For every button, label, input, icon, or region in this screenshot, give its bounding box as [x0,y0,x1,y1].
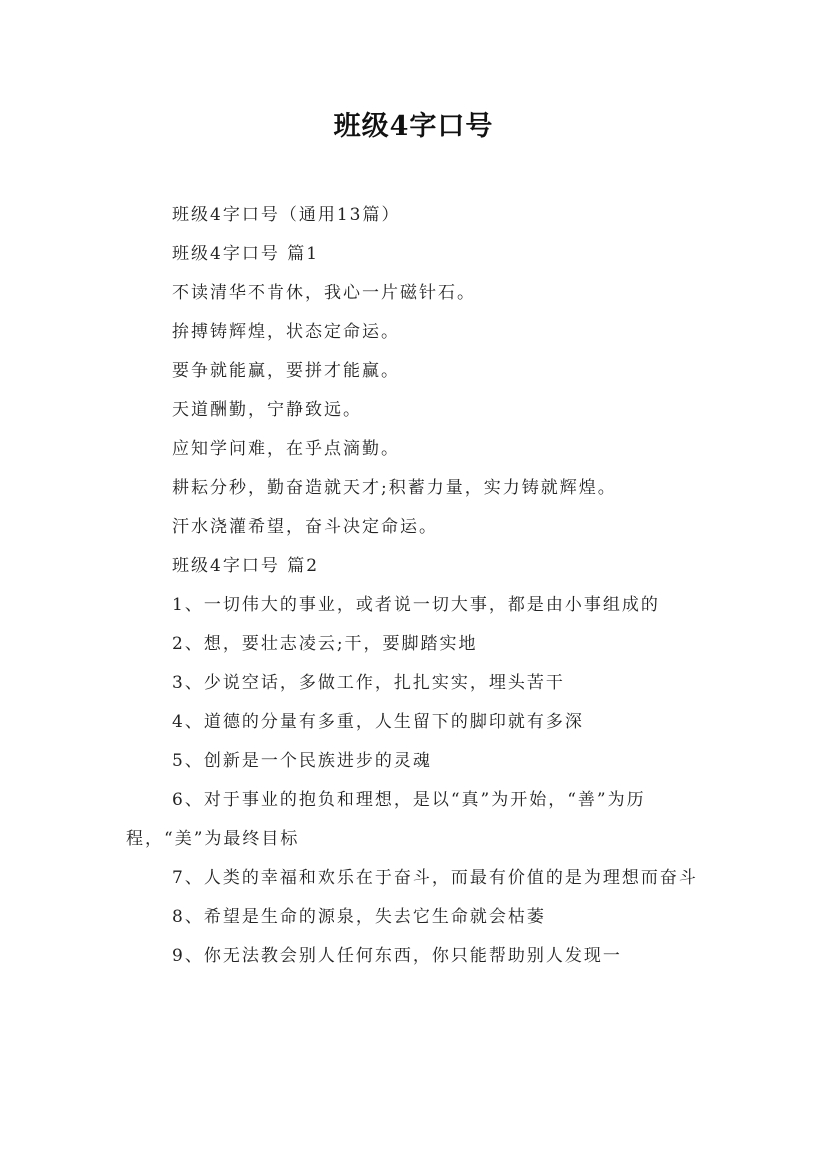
slogan-line: 拚搏铸辉煌，状态定命运。 [172,322,400,342]
numbered-slogan: 6、对于事业的抱负和理想，是以“真”为开始，“善”为历程，“美”为最终目标 [126,790,646,849]
document-body [126,196,716,976]
slogan-line: 耕耘分秒，勤奋造就天才;积蓄力量，实力铸就辉煌。 [172,478,617,498]
numbered-slogan: 1、一切伟大的事业，或者说一切大事，都是由小事组成的 [172,595,660,615]
slogan-line: 应知学问难，在乎点滴勤。 [172,439,400,459]
paragraph: 班级4字口号（通用13篇） [172,205,401,225]
numbered-slogan: 7、人类的幸福和欢乐在于奋斗，而最有价值的是为理想而奋斗 [172,868,698,888]
slogan-line: 汗水浇灌希望，奋斗决定命运。 [172,517,438,537]
numbered-slogan: 8、希望是生命的源泉，失去它生命就会枯萎 [172,907,546,927]
numbered-slogan: 9、你无法教会别人任何东西，你只能帮助别人发现一 [172,946,622,966]
numbered-slogan: 4、道德的分量有多重，人生留下的脚印就有多深 [172,712,584,732]
slogan-line: 天道酬勤，宁静致远。 [172,400,362,420]
numbered-slogan: 5、创新是一个民族进步的灵魂 [172,751,432,771]
section-heading: 班级4字口号 篇1 [172,244,320,264]
document-title: 班级4字口号 [333,111,494,142]
slogan-line: 要争就能赢，要拼才能赢。 [172,361,400,381]
numbered-slogan: 2、想，要壮志凌云;干，要脚踏实地 [172,634,478,654]
slogan-line: 不读清华不肯休，我心一片磁针石。 [172,283,476,303]
section-heading: 班级4字口号 篇2 [172,556,320,576]
numbered-slogan: 3、少说空话，多做工作，扎扎实实，埋头苦干 [172,673,565,693]
